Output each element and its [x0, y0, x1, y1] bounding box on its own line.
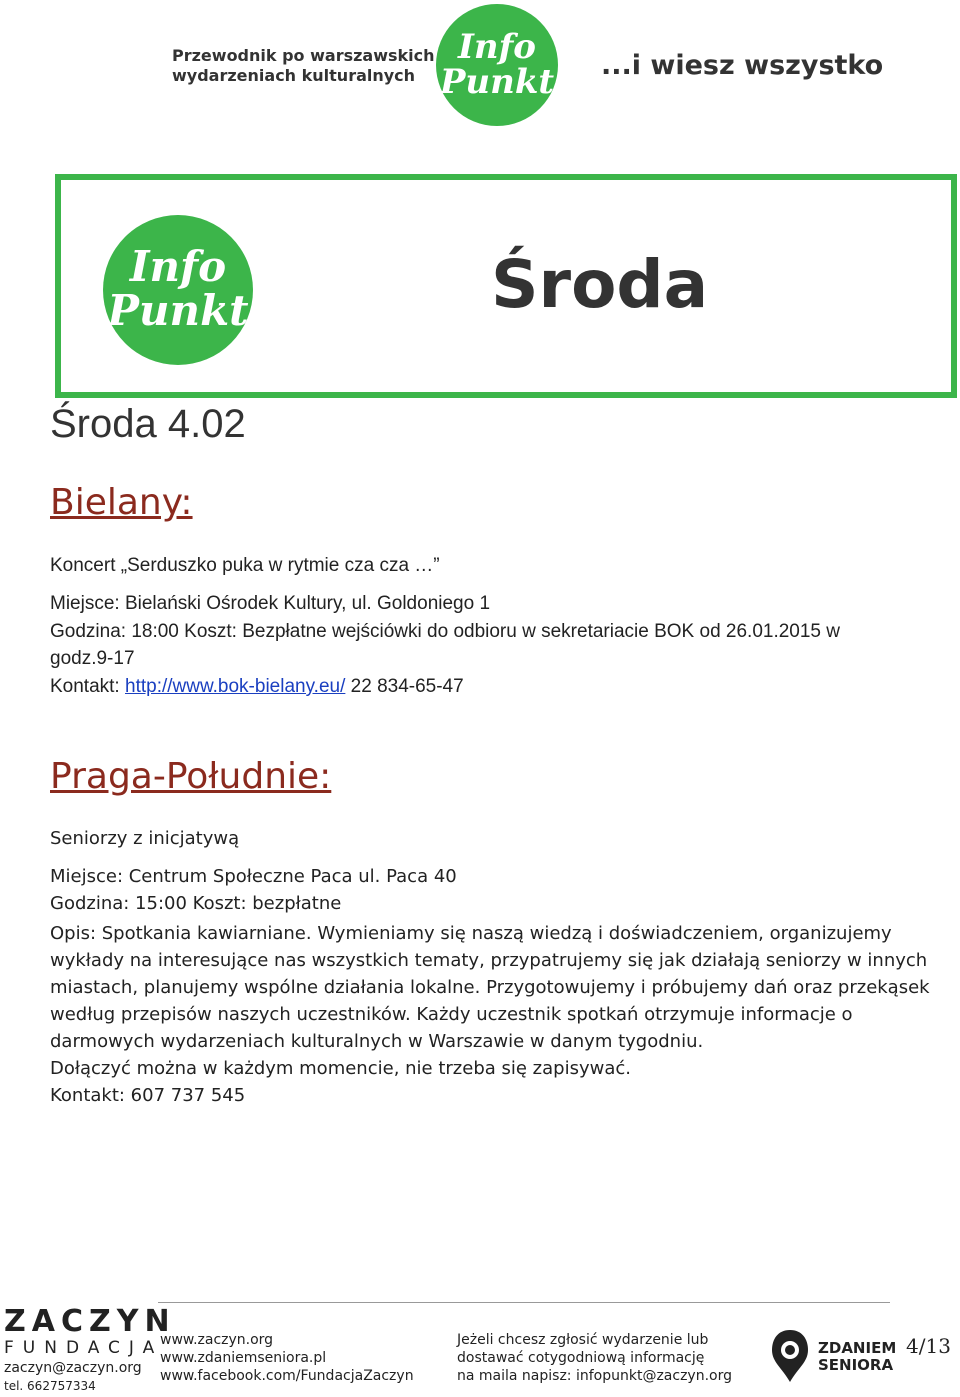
- footer-websites: [160, 1331, 414, 1385]
- notice-line2: dostawać cotygodniową informację: [457, 1350, 705, 1366]
- join-note: Dołączyć można w każdym momencie, nie trzeba się zapisywać.: [50, 1058, 631, 1079]
- bok-bielany-link[interactable]: http://www.bok-bielany.eu/: [125, 676, 346, 697]
- zaczyn-logo: [4, 1306, 176, 1394]
- description-text: Opis: Spotkania kawiarniane. Wymieniamy się naszą wiedzą i doświadczeniem, organizujemy wykłady na interesujące nas wszystkich tematy, przypatrujemy się jak działają seniorzy w innych miastach, planujemy wspólne działania lokalne. Przygotowujemy i próbujemy dań oraz przekąsek według przepisów naszych uczestników. Każdy uczestnik spotkań otrzymuje informacje o darmowych wydarzeniach kulturalnych w Warszawie w danym tygodniu.: [50, 923, 930, 1052]
- partner-line1: ZDANIEM: [818, 1339, 897, 1357]
- banner-logo-info: Info: [129, 242, 227, 291]
- footer-divider: [158, 1302, 890, 1303]
- footer-notice: [457, 1331, 732, 1385]
- district-heading-bielany: Bielany:: [50, 482, 193, 523]
- page-number: 4/13: [906, 1334, 951, 1358]
- website-zdaniemseniora[interactable]: www.zdaniemseniora.pl: [160, 1350, 327, 1366]
- time-praga: Godzina: 15:00 Koszt: bezpłatne: [50, 893, 342, 914]
- description-praga: [50, 920, 935, 1109]
- time-bielany-line2: godz.9-17: [50, 648, 135, 669]
- day-banner: [55, 174, 957, 398]
- venue-bielany: Miejsce: Bielański Ośrodek Kultury, ul. Goldoniego 1: [50, 593, 491, 614]
- venue-praga: Miejsce: Centrum Społeczne Paca ul. Paca 40: [50, 866, 457, 887]
- partner-line2: SENIORA: [818, 1356, 894, 1374]
- district-heading-praga: Praga-Południe:: [50, 756, 332, 797]
- event-title-praga: Seniorzy z inicjatywą: [50, 828, 240, 849]
- contact-praga: Kontakt: 607 737 545: [50, 1085, 246, 1106]
- notice-line1: Jeżeli chcesz zgłosić wydarzenie lub: [457, 1332, 709, 1348]
- event-title-bielany: Koncert „Serduszko puka w rytmie cza cza …”: [50, 555, 440, 576]
- infopunkt-logo-header: [436, 4, 558, 126]
- logo-text-info: Info: [458, 27, 536, 67]
- logo-text-punkt: Punkt: [439, 62, 555, 102]
- zaczyn-email: zaczyn@zaczyn.org: [4, 1360, 142, 1376]
- header-tagline: [172, 46, 435, 86]
- contact-bielany: [50, 676, 464, 698]
- header-slogan: ...i wiesz wszystko: [601, 50, 884, 81]
- tagline-line2: wydarzeniach kulturalnych: [172, 66, 416, 85]
- banner-day-title: Środa: [491, 246, 709, 323]
- time-bielany-line1: Godzina: 18:00 Koszt: Bezpłatne wejściówki do odbioru w sekretariacie BOK od 26.01.2015 w: [50, 621, 841, 642]
- zaczyn-type: FUNDACJA: [4, 1338, 164, 1358]
- contact-label: Kontakt:: [50, 676, 125, 697]
- banner-logo-punkt: Punkt: [107, 286, 249, 335]
- page-title: Środa 4.02: [50, 402, 246, 446]
- infopunkt-logo-banner: [103, 215, 253, 365]
- contact-phone: 22 834-65-47: [345, 676, 464, 697]
- zdaniem-seniora-logo: [818, 1340, 896, 1374]
- website-facebook[interactable]: www.facebook.com/FundacjaZaczyn: [160, 1368, 414, 1384]
- website-zaczyn[interactable]: www.zaczyn.org: [160, 1332, 274, 1348]
- tagline-line1: Przewodnik po warszawskich: [172, 46, 435, 65]
- zdaniem-seniora-icon: [770, 1328, 810, 1384]
- notice-line3: na maila napisz: infopunkt@zaczyn.org: [457, 1368, 732, 1384]
- zaczyn-name: ZACZYN: [4, 1304, 176, 1339]
- zaczyn-phone: tel. 662757334: [4, 1379, 96, 1393]
